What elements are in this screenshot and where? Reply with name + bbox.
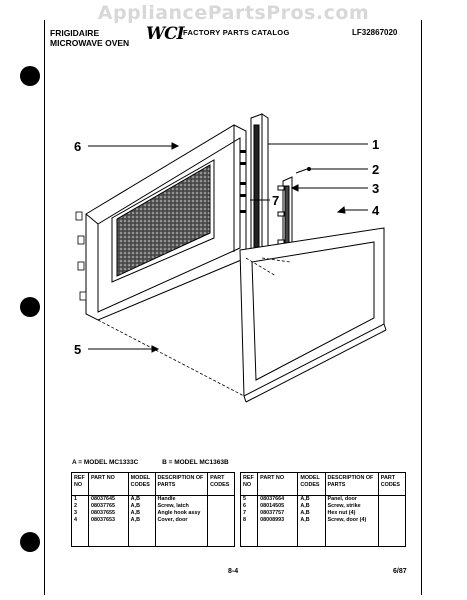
binder-hole-bottom [20, 532, 40, 552]
part-no: 08037765 [88, 503, 128, 510]
col-part-codes: PART CODES [208, 473, 235, 496]
model-codes: A,B [128, 503, 155, 510]
table-row-empty [72, 524, 235, 547]
latch-screw [296, 167, 311, 173]
model-a: A = MODEL MC1333C [72, 459, 139, 466]
model-codes: A,B [128, 496, 155, 504]
model-b: B = MODEL MC1363B [162, 459, 229, 466]
col-model-codes: MODEL CODES [128, 473, 155, 496]
ref-no: 1 [72, 496, 89, 504]
part-no: 08014505 [258, 503, 298, 510]
watermark: AppliancePartsPros.com [97, 2, 370, 24]
exploded-door-diagram [44, 110, 420, 410]
document-number: LF32867020 [352, 28, 398, 37]
wci-logo: WCI [146, 24, 184, 44]
description: Panel, door [325, 496, 378, 504]
model-codes: A,B [128, 517, 155, 524]
description: Cover, door [155, 517, 208, 524]
col-part-no: PART NO [88, 473, 128, 496]
callout-7: 7 [272, 193, 280, 208]
parts-table-left [71, 472, 235, 547]
description: Hex nut (4) [325, 510, 378, 517]
parts-table-right [240, 472, 406, 547]
callout-4: 4 [372, 203, 380, 218]
part-codes [378, 503, 405, 510]
model-codes: A,B [128, 510, 155, 517]
model-codes: A,B [298, 517, 325, 524]
col-model-codes: MODEL CODES [298, 473, 325, 496]
ref-no: 3 [72, 510, 89, 517]
ref-no: 2 [72, 503, 89, 510]
description: Angle hook assy [155, 510, 208, 517]
model-codes: A,B [298, 510, 325, 517]
part-codes [208, 496, 235, 504]
table-row-empty [241, 524, 406, 547]
part-no: 08037653 [88, 517, 128, 524]
callout-1: 1 [372, 137, 380, 152]
part-no: 08008993 [258, 517, 298, 524]
table-row [72, 496, 235, 504]
part-codes [378, 510, 405, 517]
part-codes [208, 503, 235, 510]
model-codes: A,B [298, 496, 325, 504]
description: Screw, door (4) [325, 517, 378, 524]
revision-date: 6/87 [393, 568, 407, 575]
part-codes [208, 517, 235, 524]
part-no: 08037655 [88, 510, 128, 517]
ref-no: 5 [241, 496, 258, 504]
page-number: 8-4 [228, 568, 239, 575]
callout-6: 6 [74, 139, 82, 154]
product-name: MICROWAVE OVEN [50, 38, 130, 48]
col-part-codes: PART CODES [378, 473, 405, 496]
table-row [241, 496, 406, 504]
ref-no: 6 [241, 503, 258, 510]
description: Handle [155, 496, 208, 504]
brand-block [50, 28, 129, 48]
col-description: DESCRIPTION OF PARTS [325, 473, 378, 496]
part-no: 08037757 [258, 510, 298, 517]
table-header [72, 473, 235, 496]
table-row [241, 517, 406, 524]
part-no: 08037645 [88, 496, 128, 504]
part-codes [378, 517, 405, 524]
description: Screw, latch [155, 503, 208, 510]
table-row [72, 510, 235, 517]
col-description: DESCRIPTION OF PARTS [155, 473, 208, 496]
binder-hole-top [20, 66, 40, 86]
table-row [72, 517, 235, 524]
part-no: 08037664 [258, 496, 298, 504]
callout-2: 2 [372, 162, 380, 177]
table-row [241, 510, 406, 517]
part-codes [378, 496, 405, 504]
col-part-no: PART NO [258, 473, 298, 496]
ref-no: 7 [241, 510, 258, 517]
callout-3: 3 [372, 181, 380, 196]
door-cover-panel [240, 228, 386, 402]
description: Screw, strike [325, 503, 378, 510]
part-codes [208, 510, 235, 517]
col-ref-no: REF NO [241, 473, 258, 496]
table-row [241, 503, 406, 510]
table-header [241, 473, 406, 496]
ref-no: 4 [72, 517, 89, 524]
col-ref-no: REF NO [72, 473, 89, 496]
table-row [72, 503, 235, 510]
catalog-title: FACTORY PARTS CATALOG [183, 28, 290, 37]
door-frame-tabs [76, 212, 86, 300]
model-codes: A,B [298, 503, 325, 510]
ref-no: 8 [241, 517, 258, 524]
model-legend [72, 459, 251, 466]
callout-5: 5 [74, 342, 82, 357]
door-handle [251, 114, 268, 266]
binder-hole-middle [20, 297, 40, 317]
brand-name: FRIGIDAIRE [50, 28, 100, 38]
